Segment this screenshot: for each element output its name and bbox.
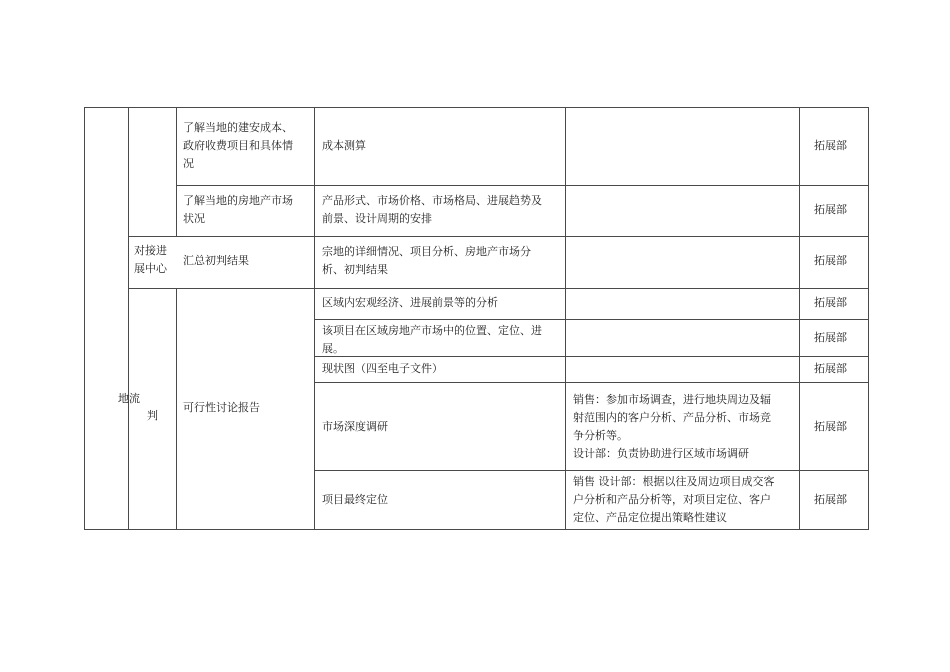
column-divider xyxy=(565,107,566,530)
row-divider xyxy=(176,185,869,186)
item-cell: 了解当地的建安成本、 政府收费项目和具体情 况 xyxy=(183,121,293,170)
department-cell: 拓展部 xyxy=(814,139,847,152)
column-divider xyxy=(128,107,129,530)
stage-label-continued: 判 xyxy=(147,409,158,422)
row-divider xyxy=(128,236,869,237)
table-border-right xyxy=(868,107,869,530)
column-divider xyxy=(176,288,177,530)
description-cell: 销售 设计部：根据以往及周边项目成交客 户分析和产品分析等，对项目定位、客户 定位、产品定位提出策略性建议 xyxy=(573,475,775,524)
content-cell: 产品形式、市场价格、市场格局、进展趋势及 前景、设计周期的安排 xyxy=(322,194,542,225)
department-cell: 拓展部 xyxy=(814,296,847,309)
content-cell: 现状图（四至电子文件） xyxy=(322,362,443,375)
connect-center-label: 对接进 展中心 xyxy=(134,244,167,275)
department-cell: 拓展部 xyxy=(814,331,847,344)
table-border-top xyxy=(84,107,869,108)
department-cell: 拓展部 xyxy=(814,493,847,506)
content-cell: 宗地的详细情况、项目分析、房地产市场分 析、初判结果 xyxy=(322,245,531,276)
department-cell: 拓展部 xyxy=(814,420,847,433)
description-cell: 销售：参加市场调查，进行地块周边及辐 射范围内的客户分析、产品分析、市场竞 争分析等。 设计部：负责协助进行区域市场调研 xyxy=(573,393,771,460)
department-cell: 拓展部 xyxy=(814,203,847,216)
department-cell: 拓展部 xyxy=(814,362,847,375)
table-border-left xyxy=(84,107,85,530)
item-cell: 了解当地的房地产市场 状况 xyxy=(183,194,293,225)
content-cell: 项目最终定位 xyxy=(322,493,388,506)
content-cell: 市场深度调研 xyxy=(322,420,388,433)
row-divider xyxy=(314,470,869,471)
row-divider xyxy=(314,319,869,320)
content-cell: 区域内宏观经济、进展前景等的分析 xyxy=(322,296,498,309)
column-divider xyxy=(799,107,800,530)
department-cell: 拓展部 xyxy=(814,254,847,267)
table-border-bottom xyxy=(84,529,869,530)
stage-label: 地流 xyxy=(118,392,140,405)
item-cell: 可行性讨论报告 xyxy=(183,401,260,414)
content-cell: 成本测算 xyxy=(322,139,366,152)
column-divider xyxy=(176,107,177,236)
row-divider xyxy=(314,382,869,383)
item-cell: 汇总初判结果 xyxy=(183,254,249,267)
column-divider xyxy=(314,107,315,530)
content-cell: 该项目在区域房地产市场中的位置、定位、进 展。 xyxy=(322,324,542,355)
row-divider xyxy=(128,288,869,289)
